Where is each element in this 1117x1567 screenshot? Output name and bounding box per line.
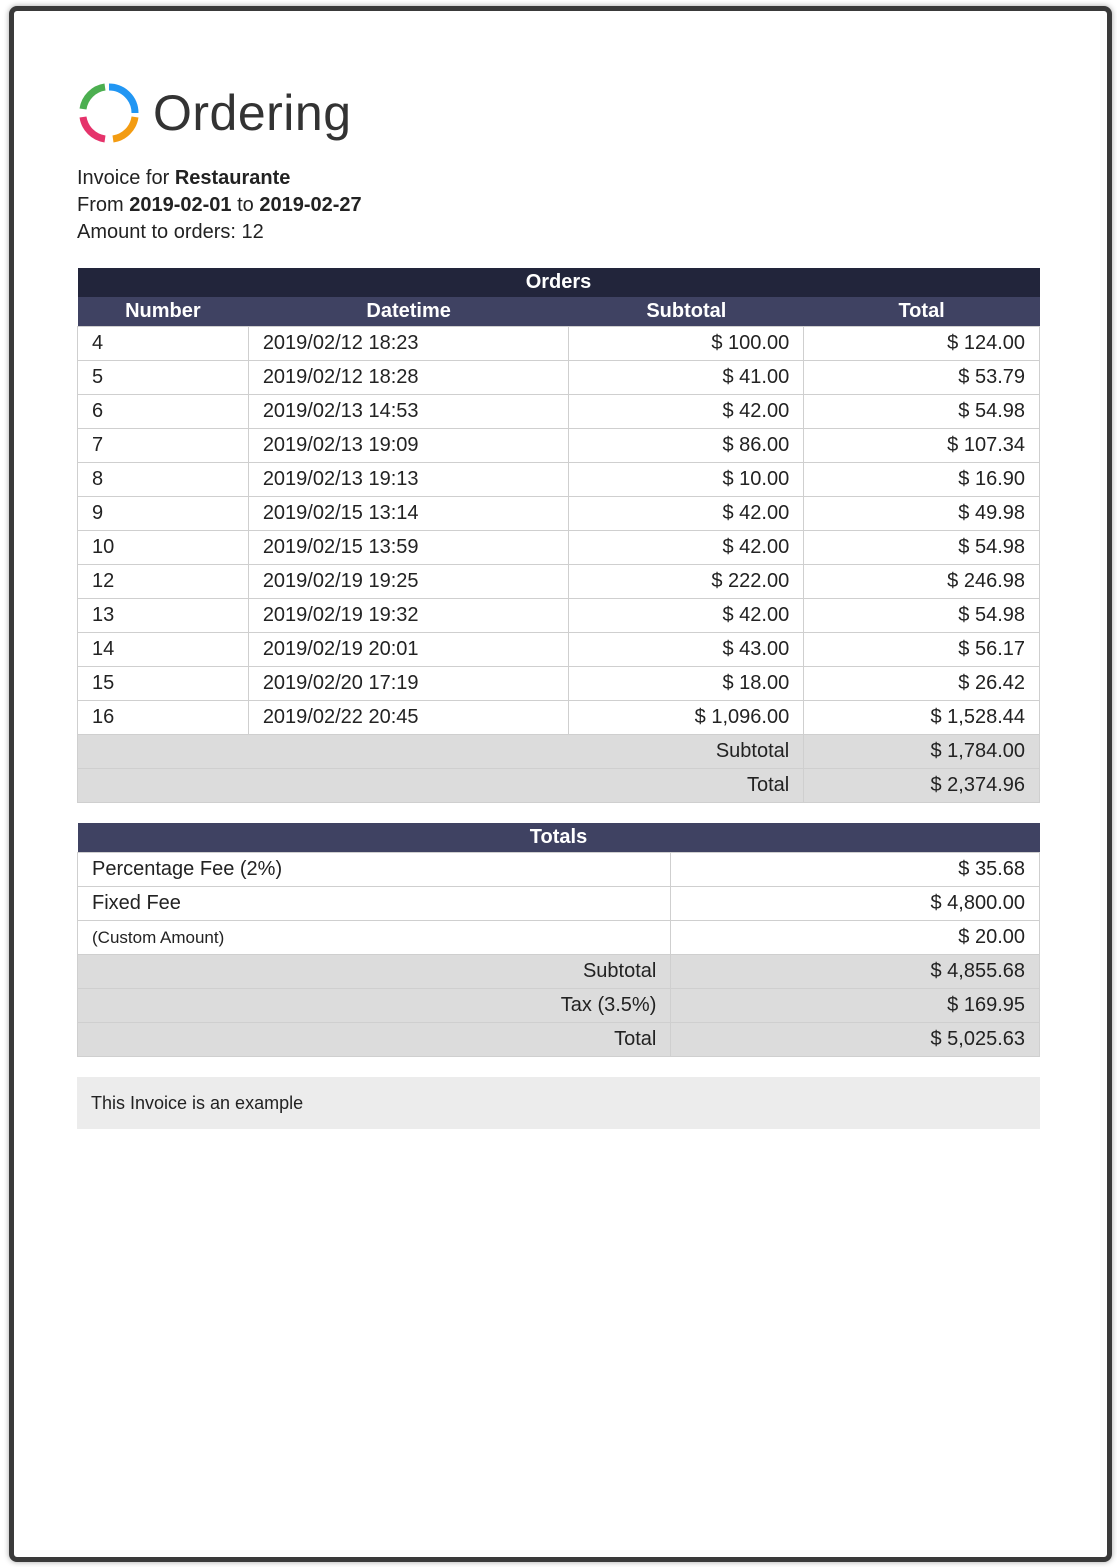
order-subtotal: $ 222.00 [569,565,804,599]
order-number: 6 [78,395,249,429]
totals-caption: Totals [78,823,1040,853]
amount-line [77,219,1040,246]
order-datetime: 2019/02/20 17:19 [248,667,569,701]
orders-header-number: Number [78,297,249,327]
order-number: 12 [78,565,249,599]
order-datetime: 2019/02/15 13:14 [248,497,569,531]
table-row [78,327,1040,361]
from-label: From [77,194,130,216]
order-number: 8 [78,463,249,497]
orders-summary-row [78,735,1040,769]
table-row [78,429,1040,463]
order-datetime: 2019/02/13 19:09 [248,429,569,463]
table-row [78,565,1040,599]
amount-label: Amount to orders: [77,221,242,243]
orders-header-total: Total [804,297,1040,327]
table-row [78,463,1040,497]
fee-value: $ 20.00 [671,921,1040,955]
order-total: $ 53.79 [804,361,1040,395]
order-total: $ 56.17 [804,633,1040,667]
order-total: $ 49.98 [804,497,1040,531]
brand-logo [77,73,1040,153]
order-total: $ 246.98 [804,565,1040,599]
table-row [78,599,1040,633]
order-number: 4 [78,327,249,361]
order-total: $ 54.98 [804,531,1040,565]
fee-value: $ 4,800.00 [671,887,1040,921]
orders-summary-row [78,769,1040,803]
order-total: $ 54.98 [804,599,1040,633]
order-number: 9 [78,497,249,531]
order-total: $ 16.90 [804,463,1040,497]
to-label: to [231,194,260,216]
table-row [78,667,1040,701]
table-row [78,633,1040,667]
order-subtotal: $ 42.00 [569,599,804,633]
order-number: 7 [78,429,249,463]
orders-header-datetime: Datetime [248,297,569,327]
order-subtotal: $ 18.00 [569,667,804,701]
order-total: $ 107.34 [804,429,1040,463]
order-datetime: 2019/02/13 14:53 [248,395,569,429]
date-range-line [77,192,1040,219]
amount-value: 12 [241,221,264,243]
order-subtotal: $ 86.00 [569,429,804,463]
invoice-info [77,165,1040,246]
invoice-for-line [77,165,1040,192]
summary-label: Tax (3.5%) [78,989,671,1023]
summary-value: $ 1,784.00 [804,735,1040,769]
table-row [78,921,1040,955]
table-row [78,853,1040,887]
summary-value: $ 169.95 [671,989,1040,1023]
fee-label: Fixed Fee [78,887,671,921]
date-from: 2019-02-01 [129,194,232,216]
order-subtotal: $ 42.00 [569,395,804,429]
order-subtotal: $ 10.00 [569,463,804,497]
order-subtotal: $ 43.00 [569,633,804,667]
order-total: $ 26.42 [804,667,1040,701]
ordering-logo-icon [77,81,141,145]
order-subtotal: $ 42.00 [569,497,804,531]
table-row [78,497,1040,531]
brand-name: Ordering [153,85,352,141]
order-total: $ 1,528.44 [804,701,1040,735]
order-subtotal: $ 100.00 [569,327,804,361]
totals-body [78,853,1040,1057]
order-subtotal: $ 1,096.00 [569,701,804,735]
order-subtotal: $ 42.00 [569,531,804,565]
table-row [78,361,1040,395]
totals-summary-row [78,955,1040,989]
orders-caption: Orders [78,268,1040,297]
order-subtotal: $ 41.00 [569,361,804,395]
summary-label: Subtotal [78,735,804,769]
totals-table [77,823,1040,1057]
orders-body [78,327,1040,803]
order-number: 14 [78,633,249,667]
order-number: 13 [78,599,249,633]
table-row [78,701,1040,735]
order-datetime: 2019/02/22 20:45 [248,701,569,735]
order-datetime: 2019/02/19 20:01 [248,633,569,667]
orders-table [77,268,1040,803]
order-total: $ 54.98 [804,395,1040,429]
summary-value: $ 2,374.96 [804,769,1040,803]
order-datetime: 2019/02/13 19:13 [248,463,569,497]
summary-label: Total [78,1023,671,1057]
invoice-note: This Invoice is an example [77,1077,1040,1129]
table-row [78,531,1040,565]
totals-summary-row [78,1023,1040,1057]
order-datetime: 2019/02/12 18:28 [248,361,569,395]
orders-header-subtotal: Subtotal [569,297,804,327]
restaurant-name: Restaurante [174,167,291,189]
fee-label: Percentage Fee (2%) [78,853,671,887]
order-datetime: 2019/02/15 13:59 [248,531,569,565]
fee-label: (Custom Amount) [78,921,671,955]
summary-label: Total [78,769,804,803]
invoice-for-label: Invoice for [77,167,175,189]
order-datetime: 2019/02/19 19:25 [248,565,569,599]
invoice-content [77,73,1040,1129]
table-row [78,887,1040,921]
order-total: $ 124.00 [804,327,1040,361]
order-datetime: 2019/02/12 18:23 [248,327,569,361]
date-to: 2019-02-27 [259,194,362,216]
order-number: 10 [78,531,249,565]
summary-label: Subtotal [78,955,671,989]
totals-summary-row [78,989,1040,1023]
document-frame [9,6,1112,1562]
table-row [78,395,1040,429]
summary-value: $ 4,855.68 [671,955,1040,989]
order-number: 15 [78,667,249,701]
order-datetime: 2019/02/19 19:32 [248,599,569,633]
summary-value: $ 5,025.63 [671,1023,1040,1057]
order-number: 5 [78,361,249,395]
order-number: 16 [78,701,249,735]
fee-value: $ 35.68 [671,853,1040,887]
